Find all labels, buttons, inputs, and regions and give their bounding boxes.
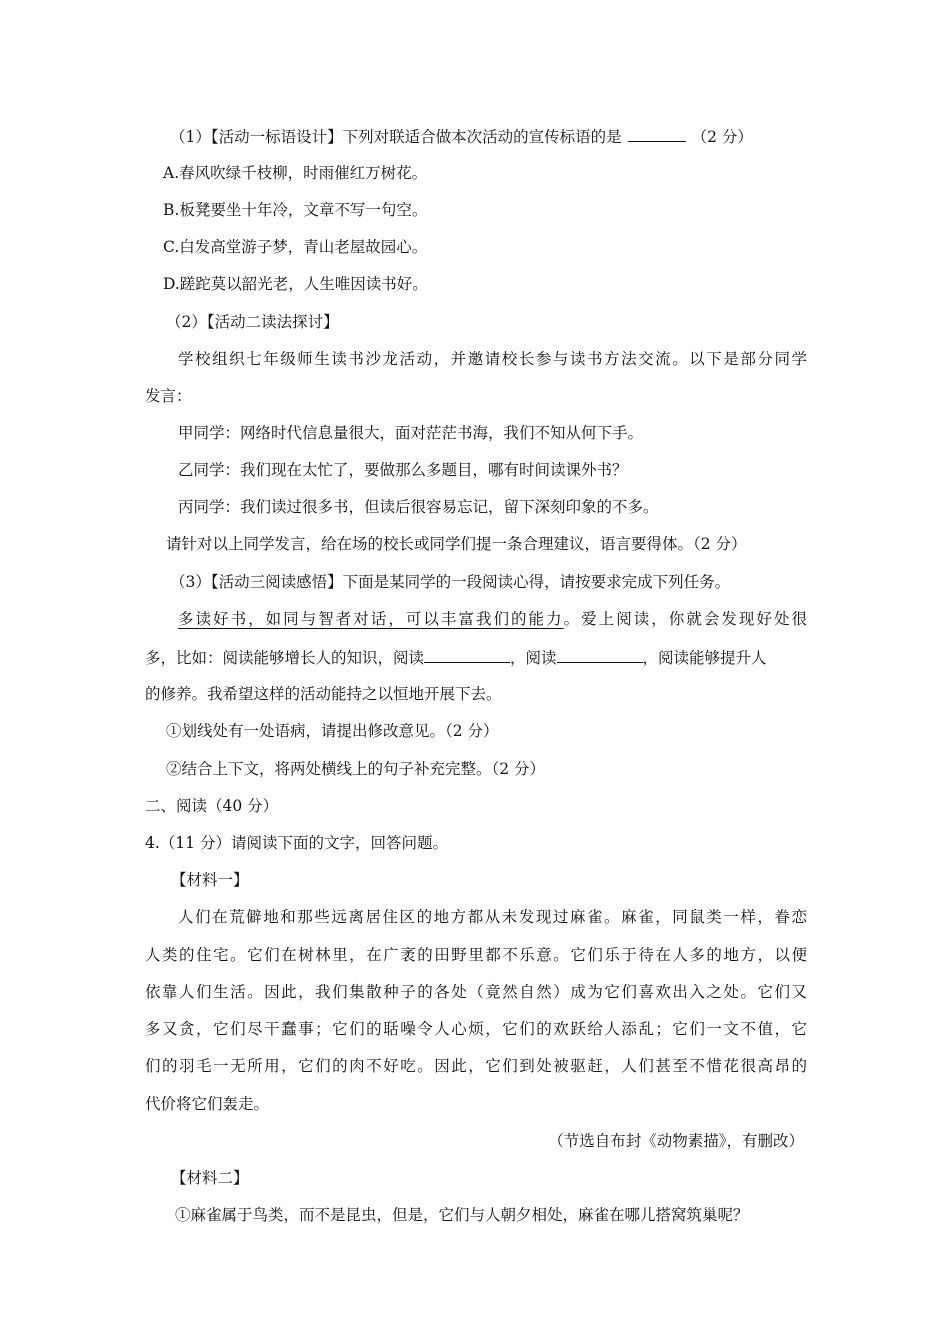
- material-one-line5: 们的羽毛一无所用，它们的肉不好吃。因此，它们到处被驱赶，人们甚至不惜花很高昂的: [145, 1057, 807, 1075]
- material-two-line1: ①麻雀属于鸟类，而不是昆虫，但是，它们与人朝夕相处，麻雀在哪儿搭窝筑巢呢？: [175, 1206, 749, 1224]
- q3-3-para-line1: [178, 608, 807, 630]
- q3-line1-rest: 。爱上阅读，你就会发现好处很: [563, 610, 807, 628]
- q3-3-sub2: ②结合上下文，将两处横线上的句子补充完整。（2 分）: [166, 760, 546, 778]
- option-b: B.板凳要坐十年冷，文章不写一句空。: [163, 201, 428, 219]
- q3-3-heading: （3）【活动三阅读感悟】下面是某同学的一段阅读心得，请按要求完成下列任务。: [170, 573, 731, 591]
- q3-2-intro-line2: 发言：: [145, 387, 192, 405]
- q3-line2-a: 多，比如：阅读能够增长人的知识，阅读: [145, 649, 425, 667]
- student-yi: 乙同学：我们现在太忙了，要做那么多题目，哪有时间读课外书？: [178, 461, 628, 479]
- material-one-line2: 人类的住宅。它们在树林里，在广袤的田野里都不乐意。它们乐于待在人多的地方，以便: [145, 946, 807, 964]
- material-one-line3: 依靠人们生活。因此，我们集散种子的各处（竟然自然）成为它们喜欢出入之处。它们又: [145, 983, 807, 1001]
- q3-3-para-line2: [145, 646, 767, 669]
- q3-line2-c: ，阅读能够提升人: [642, 649, 767, 667]
- answer-blank-2[interactable]: [557, 646, 643, 663]
- student-bing: 丙同学：我们读过很多书，但读后很容易忘记，留下深刻印象的不多。: [178, 498, 659, 516]
- q3-line2-b: ，阅读: [510, 649, 557, 667]
- section-two-heading: 二、阅读（40 分）: [145, 797, 279, 815]
- underlined-sentence: 多读好书，如同与智者对话，可以丰富我们的能力: [178, 610, 564, 628]
- q1-score: （2 分）: [691, 128, 753, 146]
- material-one-source: （节选自布封《动物素描》，有删改）: [548, 1132, 804, 1150]
- answer-blank-1[interactable]: [424, 646, 510, 663]
- option-d: D.蹉跎莫以韶光老，人生唯因读书好。: [163, 275, 428, 293]
- material-two-title: 【材料二】: [171, 1169, 249, 1187]
- q3-1-prompt: [170, 125, 753, 148]
- material-one-title: 【材料一】: [171, 871, 249, 889]
- q4-heading: 4.（11 分）请阅读下面的文字，回答问题。: [145, 834, 448, 852]
- q3-2-task: 请针对以上同学发言，给在场的校长或同学们提一条合理建议，语言要得体。（2 分）: [166, 535, 747, 553]
- q1-prompt-text: （1）【活动一标语设计】下列对联适合做本次活动的宣传标语的是: [170, 128, 622, 146]
- material-one-line4: 多又贪，它们尽干蠢事；它们的聒噪令人心烦，它们的欢跃给人添乱；它们一文不值，它: [145, 1020, 807, 1038]
- q3-3-sub1: ①划线处有一处语病，请提出修改意见。（2 分）: [166, 722, 499, 740]
- option-c: C.白发高堂游子梦，青山老屋故园心。: [163, 238, 428, 256]
- option-a: A.春风吹绿千枝柳，时雨催红万树花。: [163, 164, 428, 182]
- q3-2-intro-line1: 学校组织七年级师生读书沙龙活动，并邀请校长参与读书方法交流。以下是部分同学: [178, 350, 807, 368]
- q3-2-heading: （2）【活动二读法探讨】: [166, 313, 339, 331]
- answer-blank[interactable]: [628, 125, 686, 142]
- material-one-line1: 人们在荒僻地和那些远离居住区的地方都从未发现过麻雀。麻雀，同鼠类一样，眷恋: [178, 908, 807, 926]
- material-one-line6: 代价将它们轰走。: [145, 1095, 270, 1113]
- q3-3-para-line3: 的修养。我希望这样的活动能持之以恒地开展下去。: [145, 685, 502, 703]
- student-jia: 甲同学：网络时代信息量很大，面对茫茫书海，我们不知从何下手。: [178, 424, 644, 442]
